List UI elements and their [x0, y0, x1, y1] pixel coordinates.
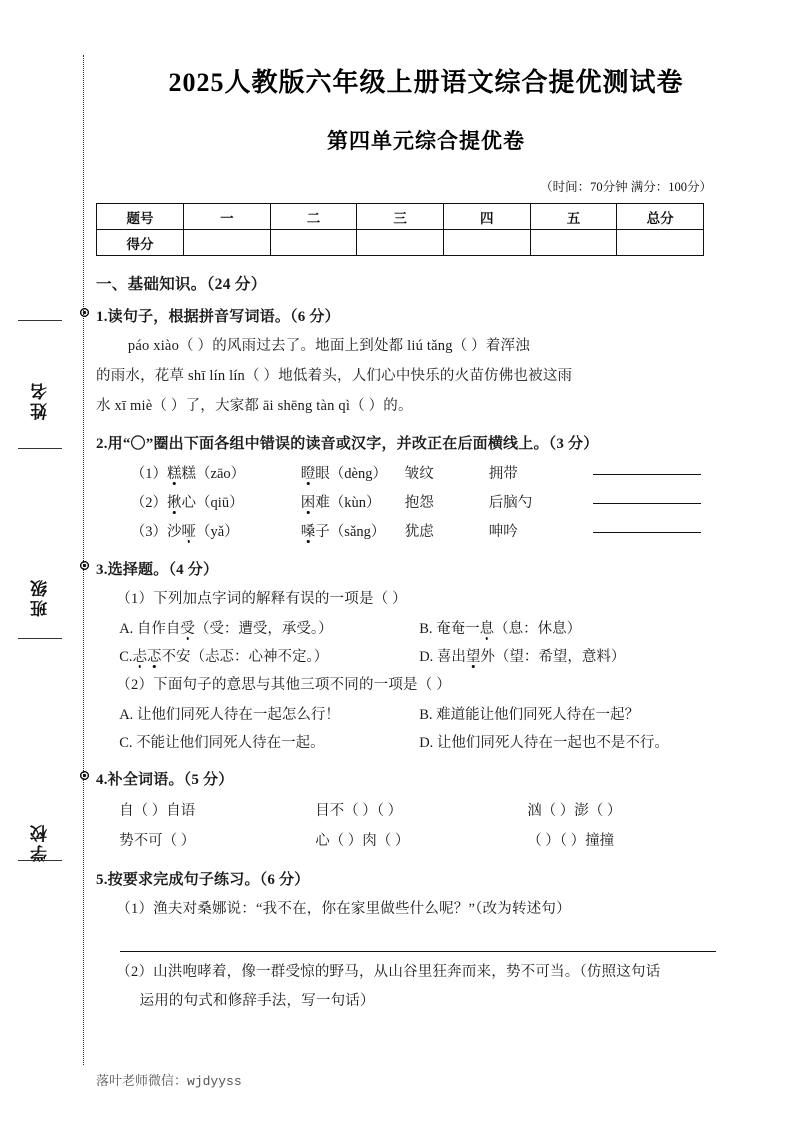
- idiom-blank-3[interactable]: 汹（ ）澎（ ）: [527, 802, 622, 819]
- dot-mark-icon: 忑: [146, 648, 162, 665]
- school-write-rule-2: [18, 860, 62, 861]
- idiom-blank-1[interactable]: 自（ ）自语: [119, 802, 196, 819]
- question-2: [96, 430, 756, 546]
- q2-row2-answer-blank[interactable]: [593, 489, 701, 504]
- question-2-row-3: [131, 518, 756, 547]
- star-marker-icon: [79, 770, 90, 781]
- dot-mark-icon: 受: [180, 620, 195, 637]
- question-1-line-3[interactable]: 水 xī miè（ ）了，大家都 āi shēng tàn qì（ ）的。: [96, 397, 413, 414]
- question-2-title: [96, 430, 756, 459]
- table-row-header: [97, 204, 704, 230]
- question-2-row-2: [131, 489, 756, 518]
- question-1-title: [96, 303, 756, 332]
- q2-row3-item2: 嗓子（sǎng）: [300, 523, 386, 540]
- q2-row3-item4: 呻吟: [488, 523, 518, 540]
- idiom-blank-6[interactable]: （ ）（ ）撞撞: [527, 833, 615, 850]
- question-3-2-stem[interactable]: （2）下面句子的意思与其他三项不同的一项是（ ）: [116, 677, 451, 694]
- idiom-blank-2[interactable]: 目不（ ）（ ）: [315, 802, 403, 819]
- dot-mark-icon: 哑: [181, 523, 197, 540]
- score-cell-1[interactable]: [270, 230, 357, 256]
- question-3-1-options-row-2: [119, 643, 756, 671]
- question-1-line-1[interactable]: páo xiào（ ）的风雨过去了。地面上到处都 liú tǎng（ ）着浑浊: [127, 338, 530, 355]
- question-4-prompt: 补全词语。（5 分）: [107, 772, 234, 789]
- question-5-1-answer-line[interactable]: [120, 951, 716, 952]
- score-table-col-3: 四: [443, 204, 530, 230]
- section-heading: 一、基础知识。（24 分）: [96, 276, 267, 293]
- q2-row1-answer-blank[interactable]: [593, 460, 701, 475]
- score-table-row-label-0: 题号: [97, 204, 184, 230]
- option-b[interactable]: B. 难道能让他们同死人待在一起？: [419, 706, 640, 723]
- q2-row2-item3: 抱怨: [404, 494, 434, 511]
- score-table-col-5: 总分: [617, 204, 704, 230]
- question-3-1-stem[interactable]: （1）下列加点字词的解释有误的一项是（ ）: [116, 590, 407, 607]
- q2-row3-item1: （3）沙哑（yǎ）: [130, 523, 239, 540]
- margin-label-school: 学校: [31, 822, 50, 862]
- option-d[interactable]: D. 让他们同死人待在一起也不是不行。: [419, 735, 669, 752]
- exam-page: [96, 0, 756, 1122]
- question-4-number: 4.: [96, 772, 108, 789]
- table-row-scores: [97, 230, 704, 256]
- question-3-2-options-row-2: [119, 729, 756, 757]
- question-5: [96, 866, 756, 1017]
- q2-row1-item4: 拥带: [488, 465, 518, 482]
- page-subtitle: 第四单元综合提优卷: [327, 129, 525, 153]
- q2-row1-item2: 瞪眼（dèng）: [300, 465, 387, 482]
- question-5-2-stem-cont[interactable]: 运用的句式和修辞手法，写一句话）: [139, 993, 375, 1010]
- binding-margin: [0, 0, 88, 1122]
- question-4-row-2: [119, 826, 756, 856]
- score-table-row-label-1: 得分: [97, 230, 184, 256]
- margin-label-name: 姓名: [31, 380, 50, 420]
- q2-row2-item1: （2）揪心（qiū）: [130, 494, 244, 511]
- question-5-number: 5.: [96, 871, 108, 888]
- option-b[interactable]: B. 奄奄一息（息：休息）: [419, 620, 582, 637]
- q2-row3-answer-blank[interactable]: [593, 518, 701, 533]
- score-table-col-4: 五: [530, 204, 617, 230]
- dot-mark-icon: 揪: [167, 494, 182, 511]
- score-cell-0[interactable]: [184, 230, 271, 256]
- idiom-blank-4[interactable]: 势不可（ ）: [119, 833, 196, 850]
- page-title: 2025人教版六年级上册语文综合提优测试卷: [168, 68, 684, 97]
- score-table-col-0: 一: [184, 204, 271, 230]
- question-1-prompt: 读句子，根据拼音写词语。（6 分）: [107, 309, 340, 325]
- question-1-line-2[interactable]: 的雨水，花草 shī lín lín（ ）地低着头，人们心中快乐的火苗仿佛也被这雨: [96, 367, 573, 384]
- question-5-title: [96, 866, 756, 895]
- question-3-number: 3.: [96, 561, 108, 578]
- question-5-prompt: 按要求完成句子练习。（6 分）: [107, 871, 310, 888]
- watermark-label: 落叶老师微信：: [96, 1073, 188, 1088]
- option-a[interactable]: A. 自作自受（受：遭受，承受。）: [119, 620, 333, 637]
- star-marker-icon: [79, 560, 90, 571]
- q2-row3-item3: 犹虑: [404, 523, 434, 540]
- option-d[interactable]: D. 喜出望外（望：希望，意料）: [419, 648, 626, 665]
- question-3-2-options-row-1: [119, 701, 756, 729]
- question-1: [96, 303, 756, 421]
- option-c[interactable]: C. 不能让他们同死人待在一起。: [119, 735, 325, 752]
- question-3-title: [96, 556, 756, 585]
- question-3-1-options-row-1: [119, 615, 756, 643]
- question-4: [96, 766, 756, 856]
- q2-row1-item1: （1）糕糕（zāo）: [130, 465, 246, 482]
- option-a[interactable]: A. 让他们同死人待在一起怎么行！: [119, 706, 340, 723]
- dot-mark-icon: 困: [300, 494, 316, 511]
- q2-row2-item4: 后脑勺: [488, 494, 533, 511]
- dot-mark-icon: 忐: [132, 648, 147, 665]
- score-cell-5[interactable]: [617, 230, 704, 256]
- score-cell-4[interactable]: [530, 230, 617, 256]
- watermark: [96, 1070, 242, 1089]
- idiom-blank-5[interactable]: 心（ ）肉（ ）: [315, 833, 410, 850]
- question-3: [96, 556, 756, 758]
- school-write-rule: [18, 638, 62, 639]
- question-2-row-1: [131, 460, 756, 489]
- score-table-col-2: 三: [357, 204, 444, 230]
- star-marker-icon: [79, 307, 90, 318]
- question-2-number: 2.: [96, 436, 108, 453]
- exam-meta: （时间：70分钟 满分：100分）: [540, 180, 712, 194]
- question-1-number: 1.: [96, 309, 108, 325]
- question-4-title: [96, 766, 756, 795]
- class-write-rule: [18, 448, 62, 449]
- dot-mark-icon: 望: [465, 648, 481, 665]
- dot-mark-icon: 息: [479, 620, 495, 637]
- name-write-rule: [18, 320, 62, 321]
- watermark-id: wjdyyss: [187, 1074, 242, 1089]
- dot-mark-icon: 糕: [167, 465, 182, 482]
- q2-row2-item2: 困难（kùn）: [300, 494, 381, 511]
- score-cell-3[interactable]: [443, 230, 530, 256]
- question-4-row-1: [119, 796, 756, 826]
- score-cell-2[interactable]: [357, 230, 444, 256]
- score-table: [96, 203, 704, 256]
- question-3-prompt: 选择题。（4 分）: [107, 561, 219, 578]
- score-table-col-1: 二: [270, 204, 357, 230]
- question-5-2-stem[interactable]: （2）山洪咆哮着，像一群受惊的野马，从山谷里狂奔而来，势不可当。（仿照这句话: [116, 963, 661, 980]
- question-5-1-stem[interactable]: （1）渔夫对桑娜说：“我不在，你在家里做些什么呢？”（改为转述句）: [116, 900, 571, 917]
- option-c[interactable]: C.忐忑不安（忐忑：心神不定。）: [119, 648, 329, 665]
- q2-row1-item3: 皱纹: [404, 465, 434, 482]
- question-2-prompt: 用“〇”圈出下面各组中错误的读音或汉字，并改正在后面横线上。（3 分）: [107, 436, 599, 453]
- dot-mark-icon: 瞪: [300, 465, 316, 482]
- dot-mark-icon: 嗓: [300, 523, 316, 540]
- margin-label-class: 班级: [31, 577, 50, 617]
